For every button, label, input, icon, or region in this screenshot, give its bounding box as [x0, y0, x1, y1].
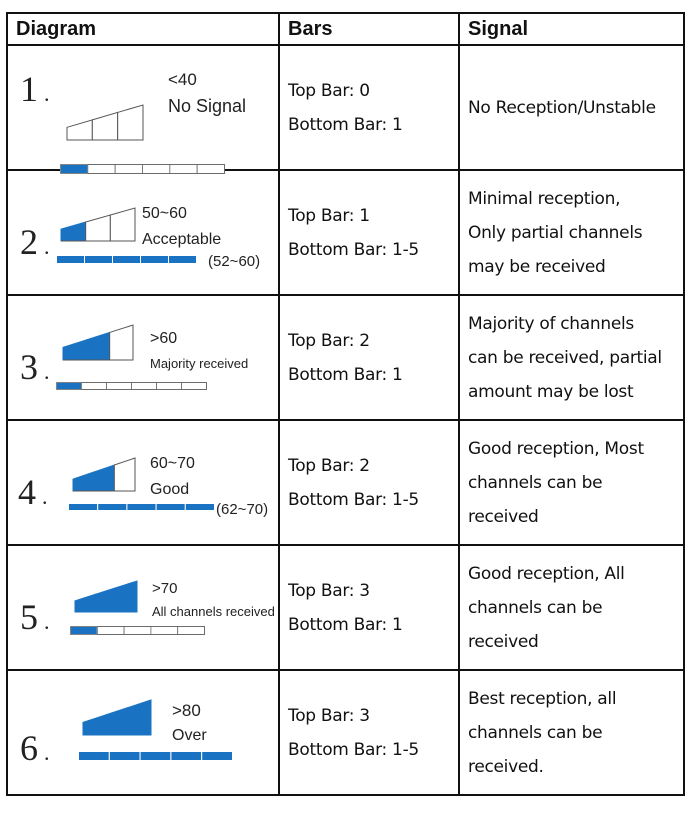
bottom-bar-signal-icon — [56, 255, 198, 265]
bars-cell — [279, 45, 459, 170]
signal-table — [6, 12, 685, 796]
table-row — [7, 295, 684, 420]
bottom-bar-text: Bottom Bar: 1-5 — [288, 489, 419, 510]
row-number: 5 . — [20, 597, 50, 637]
bottom-bar-signal-icon — [68, 503, 216, 512]
signal-description-line: channels can be — [468, 597, 603, 618]
header-diagram: Diagram — [7, 13, 279, 45]
bottom-bar-empty — [151, 627, 178, 635]
top-bar-text: Top Bar: 0 — [288, 80, 370, 101]
top-bar-signal-icon — [72, 457, 136, 493]
row-number-text: 6 — [20, 728, 38, 768]
signal-description-line: channels can be — [468, 472, 603, 493]
row-number-text: 4 — [18, 472, 36, 512]
bottom-bar-signal-icon — [78, 751, 234, 762]
diagram-cell — [7, 295, 279, 420]
bottom-bar-filled — [69, 504, 98, 511]
signal-cell — [459, 420, 684, 545]
signal-status-label: Acceptable — [142, 231, 222, 248]
signal-description-line: No Reception/Unstable — [468, 97, 656, 118]
signal-description-line: channels can be — [468, 722, 603, 743]
signal-description-line: Majority of channels — [468, 313, 634, 334]
top-bar-text: Top Bar: 3 — [288, 580, 370, 601]
table-row — [7, 545, 684, 670]
signal-cell — [459, 295, 684, 420]
diagram-cell — [7, 45, 279, 170]
bars-cell — [279, 420, 459, 545]
top-bar-filled — [83, 715, 106, 735]
diagram-cell — [7, 170, 279, 295]
top-bar-filled — [86, 332, 109, 360]
row-number: 1 . — [20, 69, 50, 109]
top-bar-filled — [94, 465, 115, 491]
top-bar-signal-icon — [74, 580, 138, 614]
signal-cell — [459, 45, 684, 170]
bars-cell — [279, 170, 459, 295]
top-bar-signal-icon — [66, 104, 144, 142]
bottom-bar-text: Bottom Bar: 1 — [288, 364, 403, 385]
top-bar-filled — [116, 581, 137, 612]
top-bar-signal-icon — [60, 207, 136, 243]
signal-level-label: 60~70 — [150, 455, 195, 472]
top-bar-filled — [75, 594, 96, 612]
bottom-bar-filled — [140, 752, 171, 761]
top-bar-empty — [86, 215, 111, 241]
row-number: 4 . — [18, 472, 48, 512]
bottom-bar-filled — [79, 752, 110, 761]
row-number-text: 1 — [20, 69, 38, 109]
top-bar-empty — [92, 112, 117, 140]
bottom-bar-signal-icon — [56, 382, 208, 391]
top-bar-filled — [96, 588, 117, 612]
signal-level-label: >80 — [172, 701, 201, 720]
row-number: 3 . — [20, 347, 50, 387]
bottom-bar-empty — [82, 383, 107, 390]
bottom-bar-empty — [157, 383, 182, 390]
signal-description-line: Good reception, Most — [468, 438, 644, 459]
bottom-bar-text: Bottom Bar: 1 — [288, 114, 403, 135]
signal-description-line: can be received, partial — [468, 347, 662, 368]
top-bar-text: Top Bar: 3 — [288, 705, 370, 726]
table-row — [7, 170, 684, 295]
top-bar-signal-icon — [62, 324, 134, 362]
bottom-bar-filled — [127, 504, 156, 511]
top-bar-filled — [73, 472, 94, 491]
signal-cell — [459, 170, 684, 295]
top-bar-empty — [118, 105, 143, 140]
bottom-bar-filled — [185, 504, 214, 511]
top-bar-empty — [67, 120, 92, 140]
diagram-cell — [7, 670, 279, 795]
top-bar-text: Top Bar: 2 — [288, 455, 370, 476]
signal-level-label: 50~60 — [142, 205, 187, 222]
bottom-bar-filled — [156, 504, 185, 511]
top-bar-empty — [110, 325, 133, 360]
row-number-text: 5 — [20, 597, 38, 637]
bottom-bar-filled — [71, 627, 98, 635]
bottom-bar-empty — [124, 627, 151, 635]
diagram-cell — [7, 420, 279, 545]
signal-range-label: (62~70) — [216, 501, 269, 518]
bottom-bar-filled — [113, 256, 141, 264]
signal-status-label: No Signal — [168, 96, 247, 116]
bars-cell — [279, 295, 459, 420]
signal-description-line: Good reception, All — [468, 563, 625, 584]
signal-level-label: >60 — [150, 330, 178, 347]
bottom-bar-signal-icon — [70, 626, 206, 636]
bottom-bar-empty — [97, 627, 124, 635]
table-row — [7, 45, 684, 170]
row-number-text: 3 — [20, 347, 38, 387]
bottom-bar-filled — [169, 256, 197, 264]
bottom-bar-empty — [132, 383, 157, 390]
signal-status-label: Good — [150, 481, 190, 498]
signal-description-line: may be received — [468, 256, 606, 277]
bottom-bar-filled — [109, 752, 140, 761]
bottom-bar-text: Bottom Bar: 1 — [288, 614, 403, 635]
top-bar-filled — [61, 222, 86, 241]
header-bars: Bars — [279, 13, 459, 45]
bottom-bar-filled — [57, 256, 85, 264]
signal-status-label: Over — [172, 727, 207, 744]
top-bar-filled — [128, 700, 151, 735]
top-bar-filled — [63, 340, 86, 360]
bottom-bar-filled — [171, 752, 202, 761]
bottom-bar-empty — [182, 383, 207, 390]
bottom-bar-empty — [178, 627, 205, 635]
diagram-cell — [7, 545, 279, 670]
row-number: 2 . — [20, 222, 50, 262]
top-bar-signal-icon — [82, 699, 152, 737]
row-number-text: 2 — [20, 222, 38, 262]
signal-description-line: received. — [468, 756, 544, 777]
signal-status-label: Majority received — [150, 356, 249, 371]
bottom-bar-text: Bottom Bar: 1-5 — [288, 239, 419, 260]
bars-cell — [279, 545, 459, 670]
signal-description-line: amount may be lost — [468, 381, 634, 402]
bottom-bar-filled — [85, 256, 113, 264]
top-bar-empty — [114, 458, 135, 491]
signal-description-line: Minimal reception, — [468, 188, 621, 209]
signal-cell — [459, 545, 684, 670]
signal-status-label: All channels received — [152, 604, 275, 619]
bottom-bar-filled — [98, 504, 127, 511]
bottom-bar-text: Bottom Bar: 1-5 — [288, 739, 419, 760]
bottom-bar-filled — [57, 383, 82, 390]
signal-cell — [459, 670, 684, 795]
header-signal: Signal — [459, 13, 684, 45]
bottom-bar-filled — [141, 256, 169, 264]
signal-description-line: Best reception, all — [468, 688, 617, 709]
top-bar-empty — [110, 208, 135, 241]
signal-range-label: (52~60) — [208, 253, 261, 270]
top-bar-filled — [106, 707, 129, 735]
signal-level-label: <40 — [168, 70, 197, 89]
table-row — [7, 670, 684, 795]
signal-description-line: received — [468, 631, 539, 652]
bottom-bar-filled — [202, 752, 233, 761]
bars-cell — [279, 670, 459, 795]
signal-description-line: Only partial channels — [468, 222, 643, 243]
row-number: 6 . — [20, 728, 50, 768]
table-row — [7, 420, 684, 545]
bottom-bar-empty — [107, 383, 132, 390]
signal-level-label: >70 — [152, 580, 178, 597]
top-bar-text: Top Bar: 1 — [288, 205, 370, 226]
top-bar-text: Top Bar: 2 — [288, 330, 370, 351]
signal-description-line: received — [468, 506, 539, 527]
header-row — [7, 13, 684, 45]
